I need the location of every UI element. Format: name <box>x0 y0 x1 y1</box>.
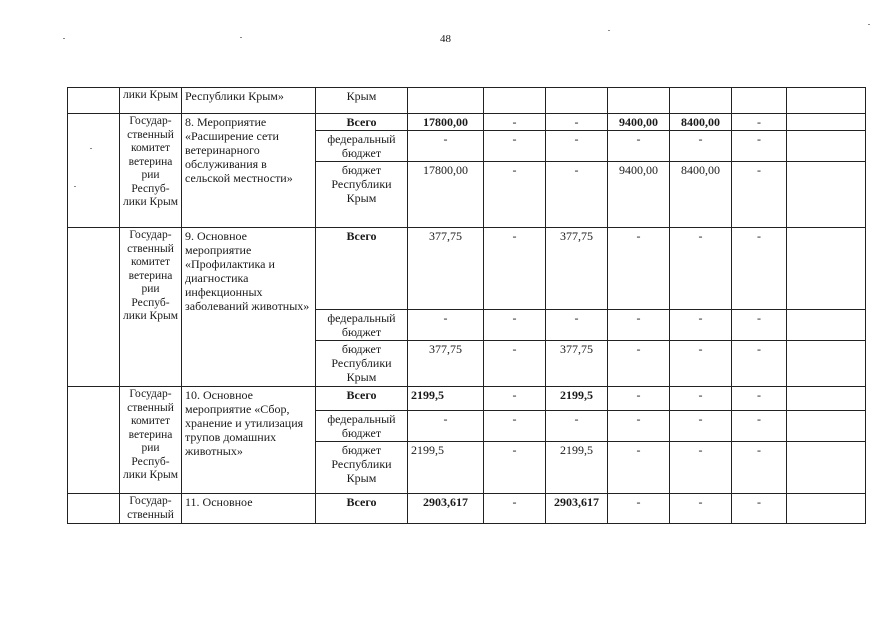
value-cell: 8400,00 <box>670 114 732 131</box>
value-cell: - <box>484 114 546 131</box>
value-cell: - <box>484 310 546 341</box>
source-cell: Всего <box>316 494 408 524</box>
source-cell: Всего <box>316 114 408 131</box>
value-cell: 9400,00 <box>608 162 670 228</box>
responsible-cell: лики Крым <box>120 88 182 114</box>
value-cell: - <box>732 114 787 131</box>
value-cell: - <box>732 411 787 442</box>
scan-speck <box>868 24 870 25</box>
value-cell: - <box>546 131 608 162</box>
table-row <box>68 228 866 310</box>
scan-speck <box>74 186 76 187</box>
responsible-cell: Государ-ственный комитет ветерина рии Респуб-лики Крым <box>120 387 182 494</box>
value-cell: 2199,5 <box>408 387 484 411</box>
event-name-cell: 11. Основное <box>182 494 316 524</box>
value-cell: 17800,00 <box>408 162 484 228</box>
value-cell: - <box>408 131 484 162</box>
value-cell: - <box>670 387 732 411</box>
value-cell: 2199,5 <box>546 387 608 411</box>
value-cell: - <box>408 310 484 341</box>
value-cell: - <box>608 131 670 162</box>
value-cell: - <box>484 162 546 228</box>
value-cell: - <box>546 114 608 131</box>
value-cell: - <box>732 228 787 310</box>
event-name-cell: 10. Основное мероприятие «Сбор, хранение и утилизация трупов домашних животных» <box>182 387 316 494</box>
value-cell: 9400,00 <box>608 114 670 131</box>
cell-empty <box>68 387 120 494</box>
value-cell: 377,75 <box>546 341 608 387</box>
value-cell: - <box>732 310 787 341</box>
value-cell: 2903,617 <box>408 494 484 524</box>
scan-speck <box>63 38 65 39</box>
value-cell: - <box>732 162 787 228</box>
scan-speck <box>240 37 242 38</box>
table-row <box>68 387 866 411</box>
value-cell: - <box>546 411 608 442</box>
table-row <box>68 494 866 524</box>
value-cell: - <box>670 228 732 310</box>
value-cell: - <box>546 310 608 341</box>
value-cell: - <box>670 442 732 494</box>
source-cell: федеральный бюджет <box>316 131 408 162</box>
cell-empty <box>68 88 120 114</box>
source-cell: Всего <box>316 228 408 310</box>
value-cell: - <box>408 411 484 442</box>
value-cell: 2199,5 <box>408 442 484 494</box>
value-cell: - <box>732 387 787 411</box>
value-cell: - <box>484 131 546 162</box>
source-cell: бюджет Республики Крым <box>316 162 408 228</box>
table-row <box>68 114 866 131</box>
value-cell: - <box>484 442 546 494</box>
source-cell: бюджет Республики Крым <box>316 341 408 387</box>
value-cell: - <box>670 411 732 442</box>
value-cell: - <box>484 494 546 524</box>
cell-empty <box>68 494 120 524</box>
table-row <box>68 88 866 114</box>
scan-speck <box>608 30 610 31</box>
cell-empty <box>68 228 120 387</box>
responsible-cell: Государ-ственный комитет ветерина рии Респуб-лики Крым <box>120 228 182 387</box>
responsible-cell: Государ-ственный <box>120 494 182 524</box>
event-name-cell: 9. Основное мероприятие «Профилактика и диагностика инфекционных заболеваний животных» <box>182 228 316 387</box>
value-cell: - <box>670 131 732 162</box>
value-cell: - <box>732 442 787 494</box>
value-cell: - <box>608 228 670 310</box>
value-cell: - <box>608 494 670 524</box>
source-cell: бюджет Республики Крым <box>316 442 408 494</box>
value-cell: 17800,00 <box>408 114 484 131</box>
value-cell: - <box>608 442 670 494</box>
value-cell: - <box>608 310 670 341</box>
value-cell: 2903,617 <box>546 494 608 524</box>
value-cell: - <box>484 341 546 387</box>
value-cell: 377,75 <box>408 341 484 387</box>
value-cell: - <box>608 411 670 442</box>
source-cell: федеральный бюджет <box>316 411 408 442</box>
value-cell: - <box>484 387 546 411</box>
event-name-cell: Республики Крым» <box>182 88 316 114</box>
value-cell: 377,75 <box>546 228 608 310</box>
value-cell: 8400,00 <box>670 162 732 228</box>
value-cell: - <box>608 387 670 411</box>
value-cell: 377,75 <box>408 228 484 310</box>
value-cell: - <box>732 131 787 162</box>
value-cell: - <box>484 228 546 310</box>
value-cell: - <box>670 310 732 341</box>
value-cell: - <box>732 494 787 524</box>
source-cell: Крым <box>316 88 408 114</box>
source-cell: федеральный бюджет <box>316 310 408 341</box>
responsible-cell: Государ-ственный комитет ветерина рии Респуб-лики Крым <box>120 114 182 228</box>
scan-speck <box>90 148 92 149</box>
value-cell: 2199,5 <box>546 442 608 494</box>
value-cell: - <box>670 341 732 387</box>
cell-empty <box>68 114 120 228</box>
value-cell: - <box>732 341 787 387</box>
value-cell: - <box>484 411 546 442</box>
budget-table <box>67 87 866 524</box>
value-cell: - <box>546 162 608 228</box>
event-name-cell: 8. Мероприятие «Расширение сети ветеринарного обслуживания в сельской местности» <box>182 114 316 228</box>
page-number: 48 <box>440 33 451 45</box>
value-cell: - <box>670 494 732 524</box>
value-cell: - <box>608 341 670 387</box>
source-cell: Всего <box>316 387 408 411</box>
